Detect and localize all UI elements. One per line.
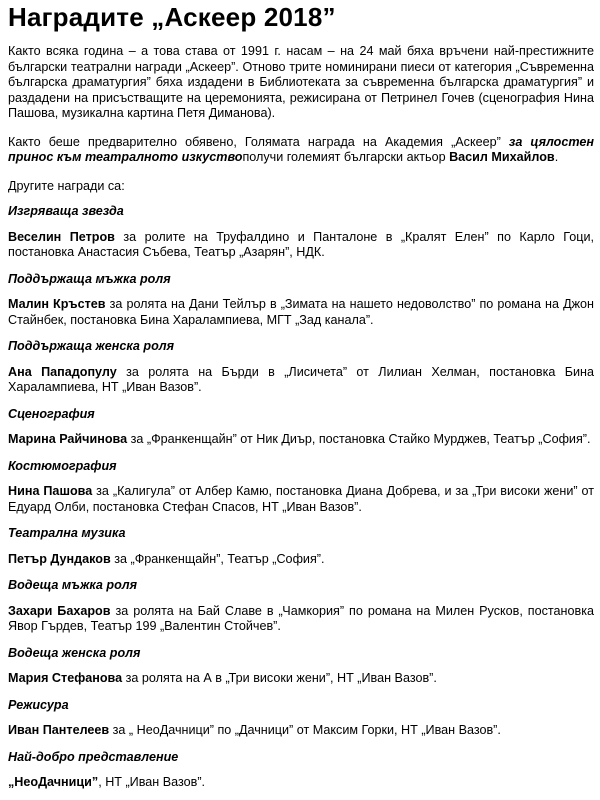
award-winner: Веселин Петров — [8, 229, 115, 244]
awards-list — [8, 204, 594, 791]
award-category: Най-добро представление — [8, 749, 179, 764]
award-description — [8, 297, 594, 328]
award-details: за ролята на А в „Три високи жени”, НТ „Иван Вазов”. — [122, 671, 437, 685]
award-description — [8, 671, 594, 687]
award-category: Водеща женска роля — [8, 645, 141, 660]
award-category: Поддържаща мъжка роля — [8, 271, 171, 286]
award-winner: Марина Райчинова — [8, 432, 128, 446]
award-details: за ролите на Труфалдино и Панталоне в „Кралят Елен” по Карло Гоци, постановка Анастасия Събева, Театър „Азарян”, НДК. — [8, 229, 594, 259]
award-description — [8, 484, 594, 515]
award-description — [8, 432, 594, 448]
award-item — [8, 204, 594, 261]
award-winner: Мария Стефанова — [8, 671, 123, 685]
award-winner: „НеоДачници” — [8, 775, 99, 789]
award-item — [8, 407, 594, 448]
lifetime-winner: Васил Михайлов — [449, 150, 555, 164]
lifetime-middle: получи големият български актьор — [242, 150, 450, 164]
award-category: Водеща мъжка роля — [8, 578, 138, 592]
award-category: Театрална музика — [8, 526, 126, 540]
award-winner: Нина Пашова — [8, 484, 93, 498]
award-item — [8, 459, 594, 516]
award-description — [8, 365, 594, 396]
award-description — [8, 552, 594, 568]
award-details: , НТ „Иван Вазов”. — [98, 775, 206, 789]
lifetime-prefix: Както беше предварително обявено, Голямата награда на Академия „Аскеер” — [8, 134, 509, 149]
award-category: Изгряваща звезда — [8, 204, 124, 218]
lifetime-award-paragraph — [8, 135, 594, 166]
award-category: Режисура — [8, 697, 69, 712]
award-item — [8, 698, 594, 739]
award-category: Сценография — [8, 406, 95, 421]
award-winner: Иван Пантелеев — [8, 723, 110, 737]
lifetime-award-title: за цялостен принос към театралното изкуство — [8, 134, 594, 164]
award-winner: Петър Дундаков — [8, 551, 111, 566]
award-details: за „Калигула” от Албер Камю, постановка Диана Добрева, и за „Три високи жени” от Едуард Олби, постановка Стефан Спасов, НТ „Иван Вазов”. — [8, 484, 594, 514]
award-details: за ролята на Бърди в „Лисичета” от Лилиан Хелман, постановка Бина Харалампиева, НТ „Иван Вазов”. — [8, 364, 595, 394]
award-details: за „Франкенщайн” от Ник Диър, постановка Стайко Мурджев, Театър „София”. — [127, 432, 591, 446]
award-item — [8, 646, 594, 687]
award-item — [8, 339, 594, 396]
award-winner: Малин Кръстев — [8, 297, 106, 311]
award-details: за ролята на Бай Славе в „Чамкория” по романа на Милен Русков, постановка Явор Гърдев, Театър 199 „Валентин Стойчев”. — [8, 603, 594, 633]
lifetime-end: . — [554, 150, 559, 164]
award-description — [8, 775, 594, 791]
article-title: Наградите „Аскеер 2018” — [8, 2, 336, 32]
award-details: за „ НеоДачници” по „Дачници” от Максим Горки, НТ „Иван Вазов”. — [109, 723, 501, 737]
award-category: Поддържаща женска роля — [8, 339, 175, 353]
award-item — [8, 578, 594, 635]
award-details: за ролята на Дани Тейлър в „Зимата на нашето недоволство” по романа на Джон Стайнбек, постановка Бина Харалампиева, МГТ „Зад канала”. — [8, 297, 594, 327]
award-category: Костюмография — [8, 458, 117, 473]
award-item — [8, 526, 594, 567]
other-awards-intro: Другите награди са: — [8, 178, 125, 193]
award-description — [8, 723, 594, 739]
award-description — [8, 604, 594, 635]
intro-paragraph: Както всяка година – а това става от 1991 г. насам – на 24 май бяха връчени най-престижните български театрални награди „Аскеер”. Отново трите номинирани пиеси от категория „Съвременна българска драматургия” бяха издадени в Библиотеката за съвременна българска драматургия” и раздадени на присъстващите на церемонията, режисирана от Петринел Гочев (сценография Нина Пашова, музикална картина Петя Диманова). — [8, 44, 594, 120]
award-winner: Ана Пападопулу — [8, 364, 117, 379]
award-winner: Захари Бахаров — [8, 603, 111, 618]
award-description — [8, 230, 594, 261]
award-details: за „Франкенщайн”, Театър „София”. — [110, 551, 325, 566]
award-item — [8, 750, 594, 791]
award-item — [8, 272, 594, 329]
